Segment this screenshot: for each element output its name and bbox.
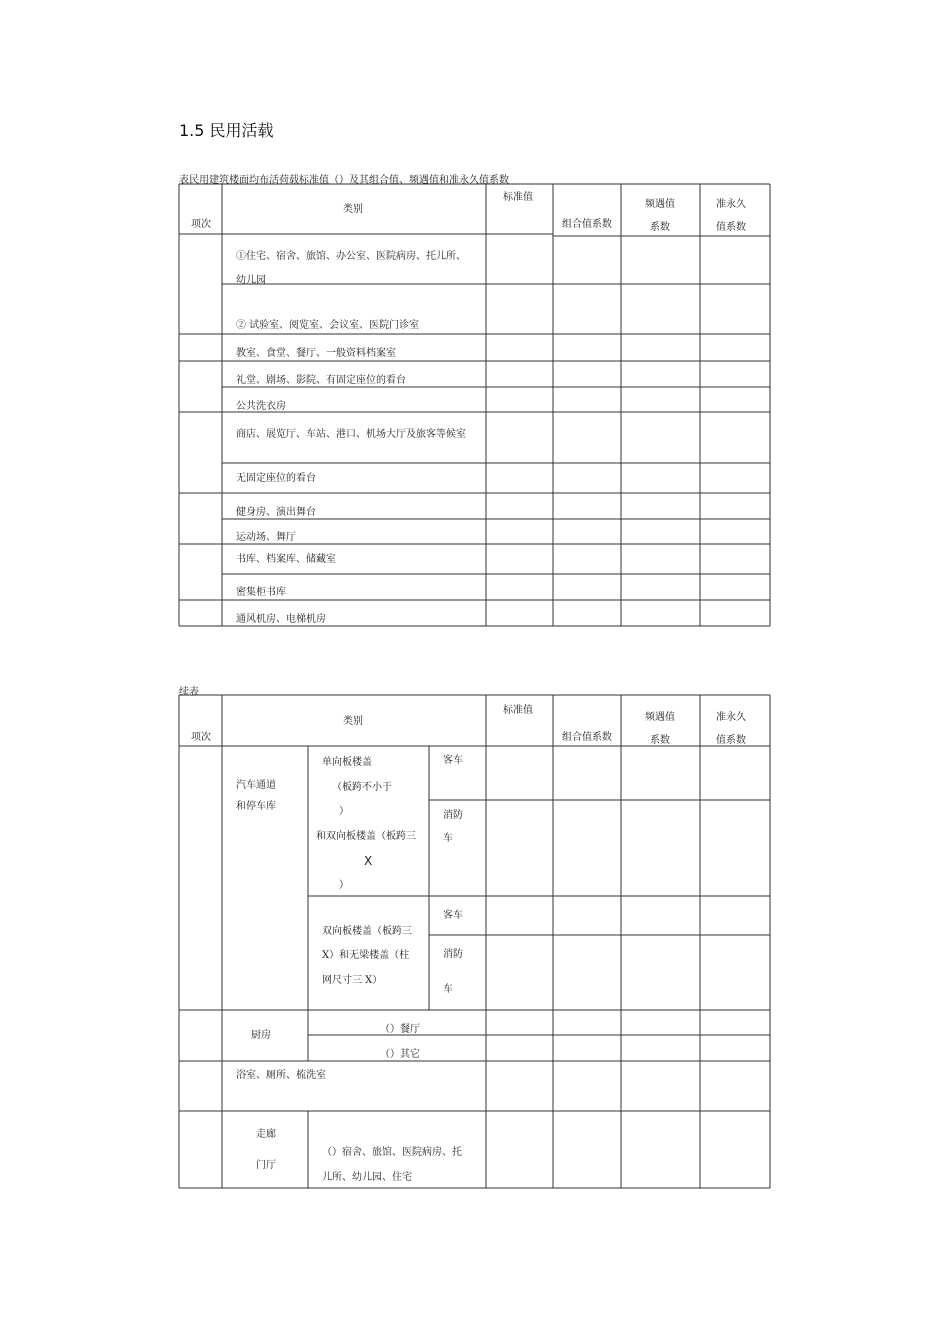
parking-label: 汽车通道 [236, 780, 276, 791]
table-row: 健身房、演出舞台 [236, 507, 316, 518]
header-frequent: 系数 [650, 222, 670, 233]
passenger-car-label: 客车 [443, 910, 463, 921]
corridor-desc: 儿所、幼儿园、住宅 [322, 1172, 412, 1183]
table-row: 通风机房、电梯机房 [236, 614, 326, 625]
table-row: ② 试验室、阅览室、会议室、医院门诊室 [236, 320, 420, 331]
corridor-desc: （）宿舍、旅馆、医院病房、托 [322, 1147, 462, 1158]
table-row: 密集柜书库 [236, 587, 286, 598]
twoway-slab-label: 双向板楼盖（板跨三 [322, 926, 412, 937]
kitchen-label: 厨房 [251, 1030, 271, 1041]
oneway-slab-label: ） [339, 880, 349, 891]
fire-truck-label: 消防 [443, 810, 463, 821]
header-standard: 标准值 [503, 705, 533, 716]
section-heading: 1.5 民用活载 [179, 121, 274, 140]
header-category: 类别 [343, 716, 363, 727]
table-row: ①住宅、宿舍、旅馆、办公室、医院病房、托儿所、幼儿园 [236, 251, 466, 286]
parking-label: 和停车库 [236, 801, 276, 812]
header-standard: 标准值 [503, 192, 533, 203]
header-category: 类别 [343, 204, 363, 215]
fire-truck-label: 车 [443, 833, 453, 844]
kitchen-other: （）其它 [380, 1049, 420, 1060]
twoway-slab-label: X）和无梁楼盖（柱 [322, 950, 410, 961]
kitchen-dining: （）餐厅 [380, 1024, 420, 1035]
table-row: 公共洗衣房 [236, 401, 286, 412]
table-row: 礼堂、剧场、影院、有固定座位的看台 [236, 375, 406, 386]
table-row: 商店、展览厅、车站、港口、机场大厅及旅客等候室 [236, 429, 466, 440]
header-quasi-permanent: 值系数 [716, 222, 746, 233]
table-row: 无固定座位的看台 [236, 473, 316, 484]
oneway-slab-label: ） [339, 806, 349, 817]
header-quasi-permanent: 准永久 [716, 199, 746, 210]
fire-truck-label: 消防 [443, 949, 463, 960]
table-row: 书库、档案库、储藏室 [236, 554, 336, 565]
header-quasi-permanent: 准永久 [716, 712, 746, 723]
corridor-label: 走廊 [256, 1129, 276, 1140]
header-item-no: 项次 [191, 732, 211, 743]
table-row: 教室、食堂、餐厅、一般资料档案室 [236, 348, 396, 359]
corridor-label: 门厅 [256, 1160, 276, 1171]
oneway-slab-label: X [364, 854, 373, 868]
header-item-no: 项次 [191, 219, 211, 230]
table2-caption: 续表 [179, 687, 199, 698]
header-quasi-permanent: 值系数 [716, 735, 746, 746]
table-row: 运动场、舞厅 [236, 532, 296, 543]
header-frequent: 频遇值 [645, 712, 675, 723]
oneway-slab-label: 和双向板楼盖（板跨三 [316, 831, 416, 842]
header-frequent: 系数 [650, 735, 670, 746]
oneway-slab-label: 单向板楼盖 [322, 757, 372, 768]
twoway-slab-label: 网尺寸三 X） [322, 975, 383, 986]
header-frequent: 频遇值 [645, 199, 675, 210]
header-combination: 组合值系数 [562, 219, 612, 230]
oneway-slab-label: （板跨不小于 [332, 782, 392, 793]
passenger-car-label: 客车 [443, 755, 463, 766]
bathroom-label: 浴室、厕所、梳洗室 [236, 1070, 326, 1081]
fire-truck-label: 车 [443, 984, 453, 995]
header-combination: 组合值系数 [562, 732, 612, 743]
table1-caption: 表民用建筑楼面均布活荷载标准值（）及其组合值、频遇值和准永久值系数 [179, 175, 509, 186]
